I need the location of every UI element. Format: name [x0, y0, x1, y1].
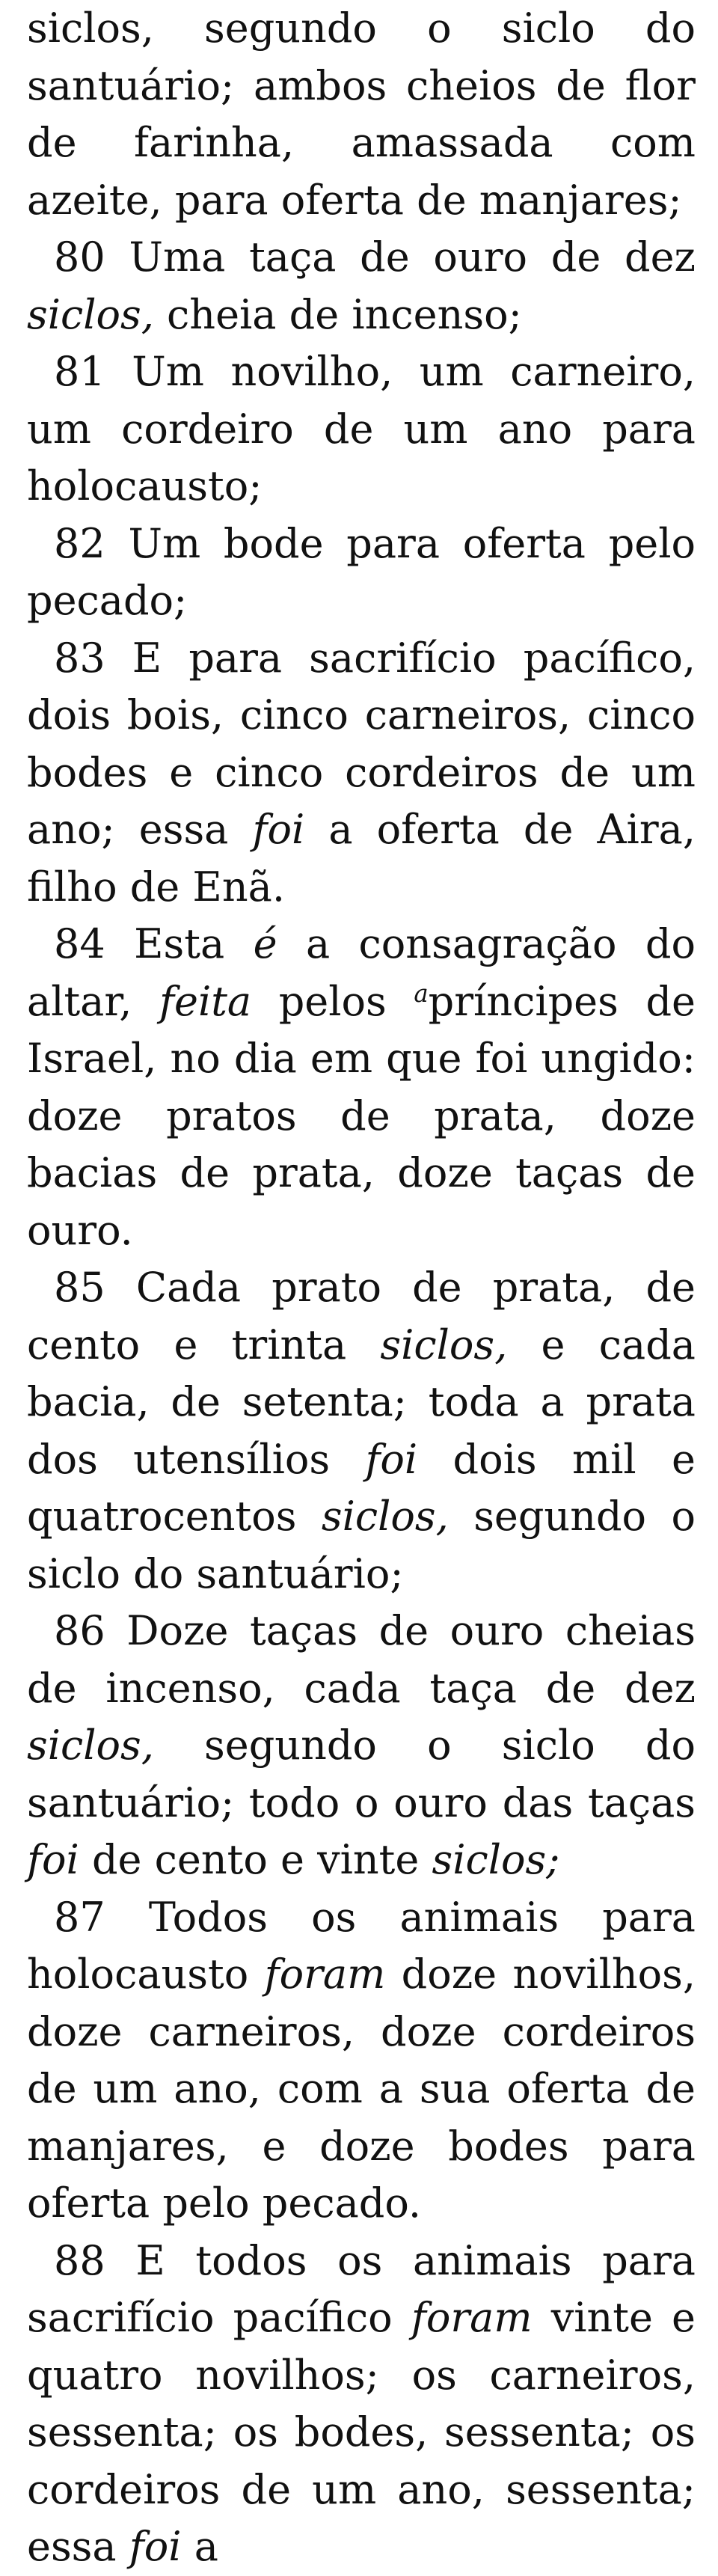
verse-text: a consagração do altar, [27, 920, 696, 1025]
italic-supplied-word: siclos, [27, 1722, 154, 1769]
verse-paragraph [27, 1889, 696, 2233]
verse-paragraph [27, 229, 696, 343]
italic-supplied-word: siclos; [432, 1836, 560, 1883]
verse-text: príncipes de Israel, no dia em que foi ungido: doze pratos de prata, doze bacias de prata, doze taças de ouro. [27, 977, 696, 1254]
verse-text: cheia de incenso; [153, 290, 522, 338]
verse-paragraph [27, 343, 696, 515]
verse-text: a [181, 2523, 218, 2570]
verse-paragraph [27, 916, 696, 1259]
verse-paragraph [27, 2233, 696, 2576]
verse-text: segundo o siclo do santuário; [27, 1493, 696, 1597]
italic-supplied-word: foi [365, 1435, 418, 1483]
italic-supplied-word: foram [411, 2294, 533, 2341]
italic-supplied-word: siclos, [380, 1321, 508, 1368]
footnote-marker: a [414, 979, 429, 1008]
verse-paragraph [27, 630, 696, 917]
italic-supplied-word: foi [252, 806, 305, 853]
verse-text: 83 E para sacrifício pacífico, dois bois, cinco carneiros, cinco bodes e cinco cordeiros de um ano; essa [27, 634, 696, 853]
verse-text: 87 Todos os animais para holocausto [27, 1893, 696, 1998]
verse-paragraph [27, 515, 696, 630]
verse-text: 80 Uma taça de ouro de dez [54, 233, 696, 281]
text-column [27, 0, 696, 2576]
italic-supplied-word: foi [129, 2523, 182, 2570]
italic-supplied-word: é [253, 920, 277, 967]
verse-text: dois mil e quatrocentos [27, 1435, 696, 1540]
verse-text: e cada bacia, de setenta; toda a prata dos utensílios [27, 1321, 696, 1483]
italic-supplied-word: siclos, [321, 1493, 449, 1540]
verse-paragraph [27, 1259, 696, 1603]
continuation-paragraph [27, 0, 696, 229]
verse-text: 84 Esta [54, 920, 254, 967]
verse-text: a oferta de Aira, filho de Enã. [27, 806, 696, 911]
verse-text: 81 Um novilho, um carneiro, um cordeiro de um ano para holocausto; [27, 348, 696, 510]
verse-text: 86 Doze taças de ouro cheias de incenso, cada taça de dez [27, 1607, 696, 1712]
italic-supplied-word: foram [264, 1951, 386, 1998]
verse-text: segundo o siclo do santuário; todo o ouro das taças [27, 1722, 696, 1826]
verse-paragraph [27, 1603, 696, 1889]
verse-text: doze novilhos, doze carneiros, doze cordeiros de um ano, com a sua oferta de manjares, e doze bodes para oferta pelo pecado. [27, 1951, 696, 2227]
italic-supplied-word: foi [27, 1836, 79, 1883]
verse-text: 82 Um bode para oferta pelo pecado; [27, 519, 696, 624]
verse-text: 85 Cada prato de prata, de cento e trinta [27, 1264, 696, 1368]
verse-text: siclos, segundo o siclo do santuário; ambos cheios de flor de farinha, amassada com azeite, para oferta de manjares; [27, 4, 696, 224]
verse-text: 88 E todos os animais para sacrifício pacífico [27, 2236, 696, 2341]
verse-text: de cento e vinte [79, 1836, 432, 1883]
italic-supplied-word: feita [159, 977, 252, 1025]
italic-supplied-word: siclos, [27, 290, 154, 338]
verse-text: vinte e quatro novilhos; os carneiros, sessenta; os bodes, sessenta; os cordeiros de um ano, sessenta; essa [27, 2294, 696, 2570]
verse-text: pelos [251, 977, 414, 1025]
